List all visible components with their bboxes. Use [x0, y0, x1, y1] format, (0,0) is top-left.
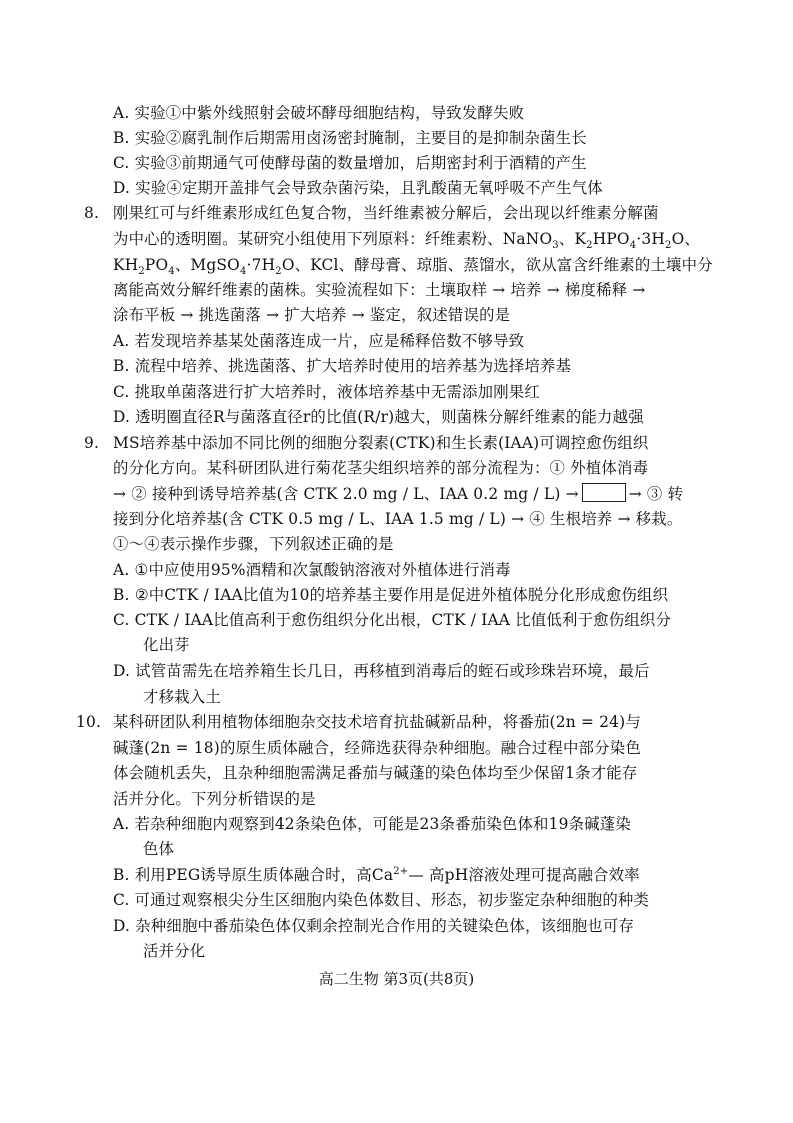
- q9-number: 9.: [84, 434, 100, 452]
- q7-option-d: D. 实验④定期开盖排气会导致杂菌污染，且乳酸菌无氧呼吸不产生气体: [113, 179, 603, 197]
- q9-stem-line5: ①～④表示操作步骤，下列叙述正确的是: [113, 535, 394, 553]
- q10-option-a-line1: A. 若杂种细胞内观察到42条染色体，可能是23条番茄染色体和19条碱蓬染: [113, 815, 631, 833]
- page-footer: 高二生物 第3页(共8页): [318, 970, 475, 988]
- answer-blank-box: [582, 483, 626, 502]
- q8-number: 8.: [84, 204, 100, 222]
- q9-option-c-line2: 化出芽: [143, 636, 190, 654]
- q10-option-c: C. 可通过观察根尖分生区细胞内染色体数目、形态，初步鉴定杂种细胞的种类: [113, 891, 650, 909]
- q9-stem-line4: 接到分化培养基(含 CTK 0.5 mg / L、IAA 1.5 mg / L) → ④ 生根培养 → 移栽。: [113, 510, 683, 528]
- q10-option-d-line2: 活并分化: [143, 942, 206, 960]
- q8-option-a: A. 若发现培养基某处菌落连成一片，应是稀释倍数不够导致: [113, 332, 525, 350]
- q9-stem-line3: → ② 接种到诱导培养基(含 CTK 2.0 mg / L、IAA 0.2 mg / L) → → ③ 转: [113, 485, 684, 503]
- q10-option-b: B. 利用PEG诱导原生质体融合时，高$Ca^{2+}—$ 高pH溶液处理可提高融合效率: [113, 865, 640, 884]
- q8-stem-line4: 离能高效分解纤维素的菌株。实验流程如下：土壤取样 → 培养 → 梯度稀释 →: [113, 281, 646, 299]
- q9-option-d-line2: 才移栽入土: [143, 688, 221, 706]
- q9-option-b: B. ②中CTK / IAA比值为10的培养基主要作用是促进外植体脱分化形成愈伤组织: [113, 586, 669, 604]
- q10-stem-line1: 某科研团队利用植物体细胞杂交技术培育抗盐碱新品种，将番茄(2n = 24)与: [113, 713, 641, 731]
- q7-option-a: A. 实验①中紫外线照射会破坏酵母细胞结构，导致发酵失败: [113, 104, 525, 122]
- q10-stem-line2: 碱蓬(2n = 18)的原生质体融合，经筛选获得杂种细胞。融合过程中部分染色: [113, 739, 641, 757]
- q10-stem-line3: 体会随机丢失，且杂种细胞需满足番茄与碱蓬的染色体均至少保留1条才能存: [113, 764, 638, 782]
- q9-stem-line1: MS培养基中添加不同比例的细胞分裂素(CTK)和生长素(IAA)可调控愈伤组织: [113, 434, 649, 452]
- q10-option-d-line1: D. 杂种细胞中番茄染色体仅剩余控制光合作用的关键染色体，该细胞也可存: [113, 917, 635, 935]
- q10-option-a-line2: 色体: [143, 840, 175, 858]
- q7-option-b: B. 实验②腐乳制作后期需用卤汤密封腌制，主要目的是抑制杂菌生长: [113, 129, 587, 147]
- q8-option-c: C. 挑取单菌落进行扩大培养时，液体培养基中无需添加刚果红: [113, 383, 540, 401]
- q9-option-d-line1: D. 试管苗需先在培养箱生长几日，再移植到消毒后的蛭石或珍珠岩环境，最后: [113, 662, 650, 680]
- q7-option-c: C. 实验③前期通气可使酵母菌的数量增加，后期密封利于酒精的产生: [113, 154, 587, 172]
- q8-stem-line3: $KH_2PO_4$、$MgSO_4\cdot 7H_2O$、KCl、酵母膏、琼脂、蒸馏水，欲从富含纤维素的土壤中分: [113, 256, 713, 278]
- q8-stem-line1: 刚果红可与纤维素形成红色复合物，当纤维素被分解后，会出现以纤维素分解菌: [113, 204, 659, 222]
- q8-stem-line2: 为中心的透明圈。某研究小组使用下列原料：纤维素粉、NaNO$_3$、$K_2HPO_4\cdot 3H_2O$、: [113, 230, 700, 252]
- q8-stem-line5: 涂布平板 → 挑选菌落 → 扩大培养 → 鉴定，叙述错误的是: [113, 306, 511, 324]
- q9-option-c-line1: C. CTK / IAA比值高利于愈伤组织分化出根，CTK / IAA 比值低利于愈伤组织分: [113, 611, 672, 629]
- q8-option-d: D. 透明圈直径R与菌落直径r的比值(R/r)越大，则菌株分解纤维素的能力越强: [113, 408, 644, 426]
- q10-number: 10.: [76, 713, 102, 731]
- q9-option-a: A. ①中应使用95%酒精和次氯酸钠溶液对外植体进行消毒: [113, 561, 511, 579]
- q8-option-b: B. 流程中培养、挑选菌落、扩大培养时使用的培养基为选择培养基: [113, 357, 572, 375]
- q9-stem-line2: 的分化方向。某科研团队进行菊花茎尖组织培养的部分流程为：① 外植体消毒: [113, 459, 649, 477]
- q10-stem-line4: 活并分化。下列分析错误的是: [113, 790, 316, 808]
